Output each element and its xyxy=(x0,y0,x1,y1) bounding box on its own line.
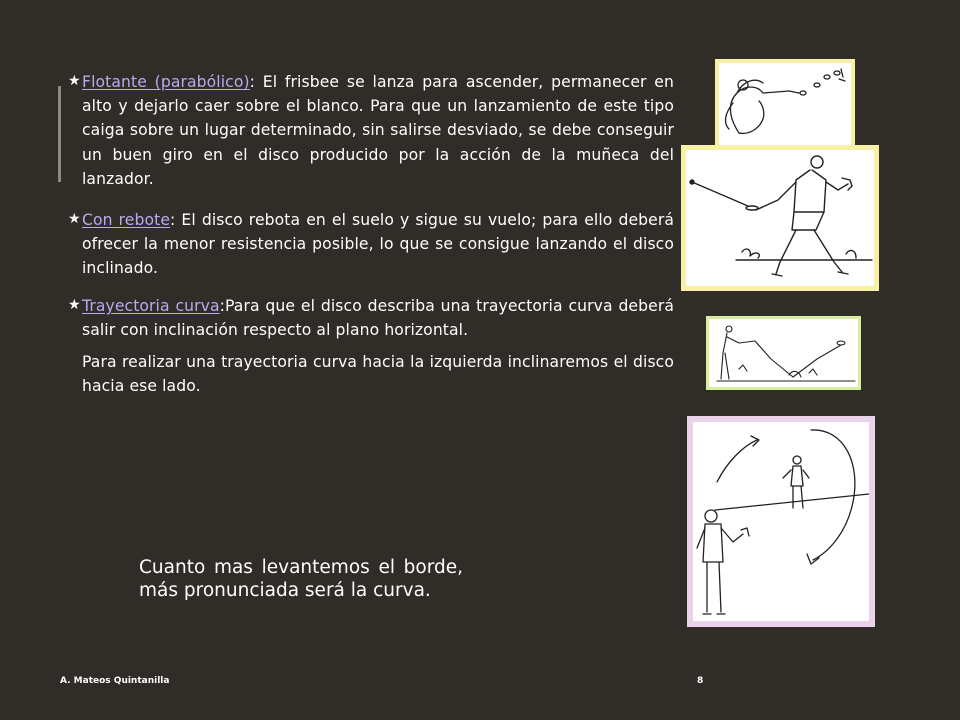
rebound-throw-drawing xyxy=(709,319,858,387)
footer-author: A. Mateos Quintanilla xyxy=(60,676,170,686)
term-trayectoria-curva: Trayectoria curva xyxy=(82,297,220,315)
curve-left-paragraph: Para realizar una trayectoria curva hacia la izquierda inclinaremos el disco hacia ese lado. xyxy=(82,353,674,396)
bullet-trayectoria-curva: ★ Trayectoria curva:Para que el disco describa una trayectoria curva deberá salir con inclinación respecto al plano horizontal. xyxy=(82,294,674,342)
star-bullet-icon: ★ xyxy=(68,211,81,227)
bullet-text: Para que el disco describa una trayectoria curva deberá salir con inclinación respecto al plano horizontal. xyxy=(82,297,674,340)
term-flotante: Flotante (parabólico) xyxy=(82,73,250,91)
bullet-text: El frisbee se lanza para ascender, permanecer en alto y dejarlo caer sobre el blanco. Para que un lanzamiento de este tipo caiga sobre un lugar determinado, sin salirse desviado, se debe conseguir un buen giro en el disco producido por la acción de la muñeca del lanzador. xyxy=(82,73,674,188)
bullet-con-rebote: ★ Con rebote: El disco rebota en el suelo y sigue su vuelo; para ello deberá ofrecer la menor resistencia posible, lo que se consigue lanzando el disco inclinado. xyxy=(82,208,674,281)
bullet-text: El disco rebota en el suelo y sigue su vuelo; para ello deberá ofrecer la menor resistencia posible, lo que se consigue lanzando el disco inclinado. xyxy=(82,211,674,278)
backhand-throw-drawing xyxy=(686,150,874,286)
bullet-flotante: ★ Flotante (parabólico): El frisbee se lanza para ascender, permanecer en alto y dejarlo caer sobre el blanco. Para que un lanzamiento de este tipo caiga sobre un lugar determinado, sin salirse desviado, se debe conseguir un buen giro en el disco producido por la acción de la muñeca del lanzador. xyxy=(82,70,674,191)
page-number: 8 xyxy=(697,676,704,686)
illustration-backhand-throw xyxy=(681,145,879,291)
illustration-rebound-throw xyxy=(706,316,861,390)
star-bullet-icon: ★ xyxy=(68,297,81,313)
star-bullet-icon: ★ xyxy=(68,73,81,89)
curve-caption: Cuanto mas levantemos el borde, más pronunciada será la curva. xyxy=(139,557,463,601)
term-con-rebote: Con rebote xyxy=(82,211,171,229)
illustration-curve-trajectory xyxy=(687,416,875,627)
accent-vertical-line xyxy=(58,86,61,182)
illustration-floating-throw xyxy=(715,59,855,151)
floating-throw-drawing xyxy=(719,63,851,147)
curve-trajectory-drawing xyxy=(693,422,869,621)
